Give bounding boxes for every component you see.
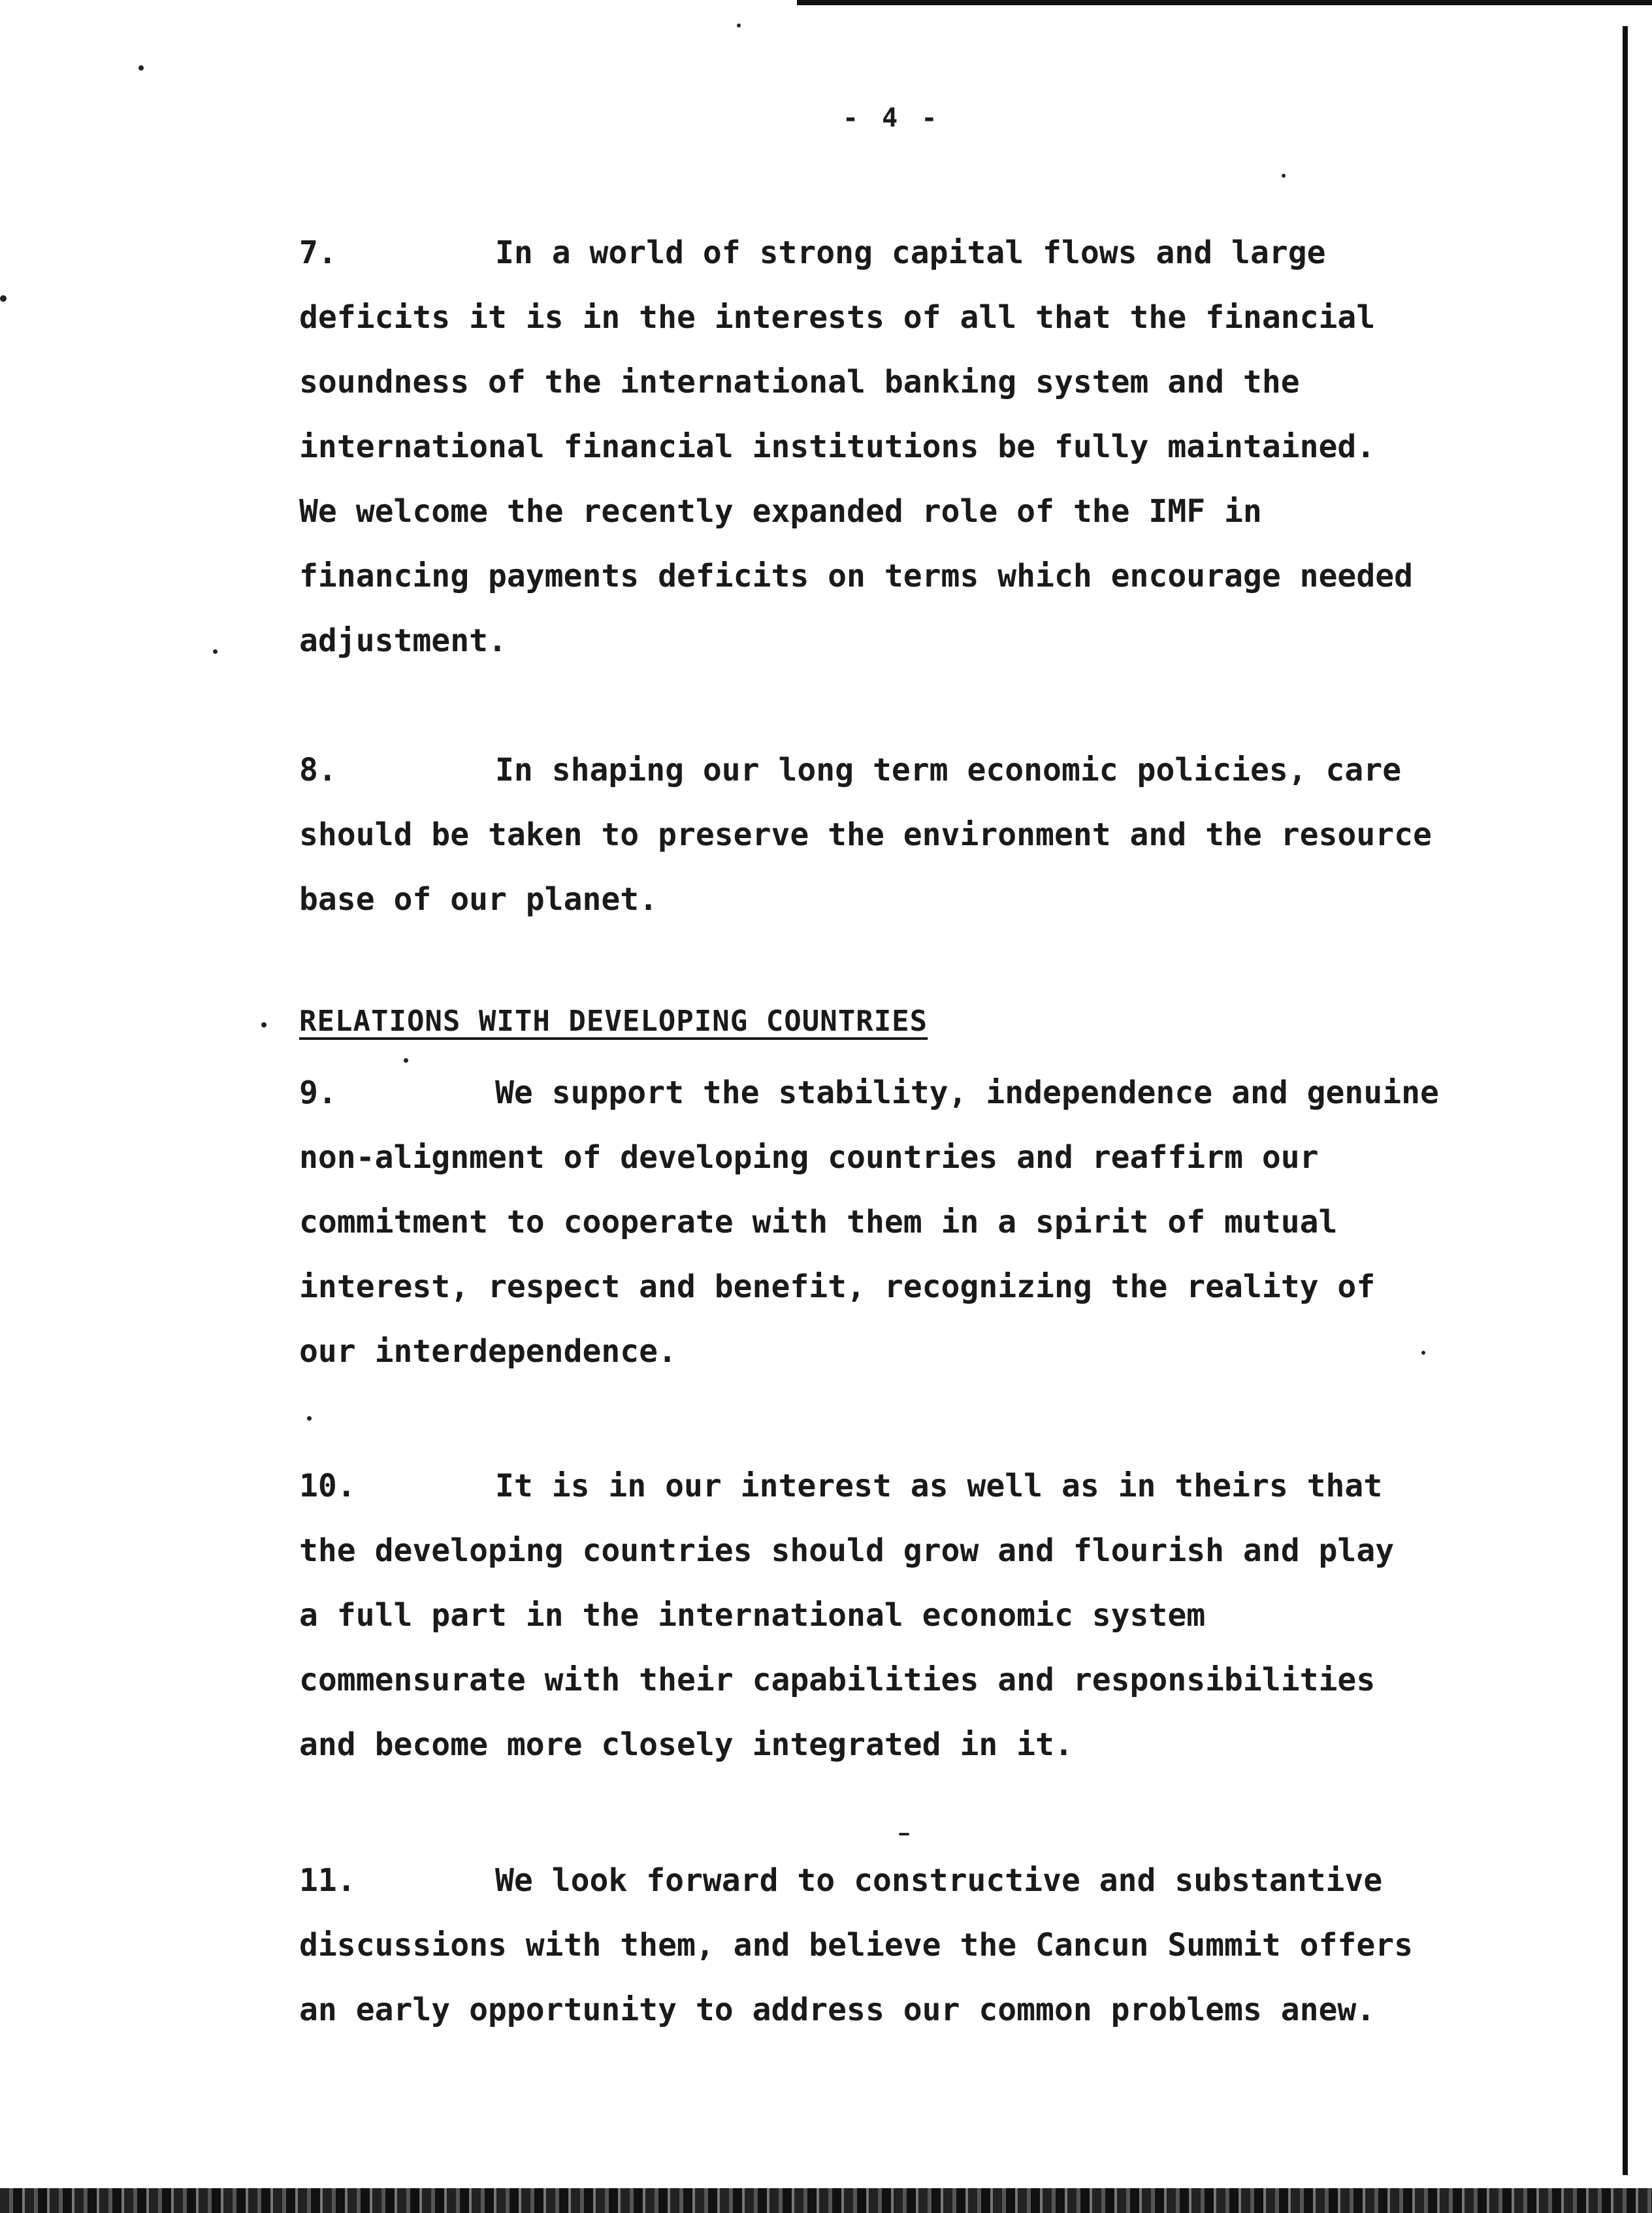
paragraph-line: We welcome the recently expanded role of the IMF in bbox=[299, 493, 1262, 530]
paragraph-line: non-alignment of developing countries and reaffirm our bbox=[299, 1139, 1319, 1176]
paragraph-text: In shaping our long term economic policies, care bbox=[495, 752, 1402, 788]
paragraph-line: adjustment. bbox=[299, 622, 507, 659]
paragraph-line: and become more closely integrated in it. bbox=[299, 1726, 1073, 1763]
paragraph-9 bbox=[299, 1061, 1540, 1384]
paragraph-line: the developing countries should grow and flourish and play bbox=[299, 1532, 1395, 1569]
paragraph-line: a full part in the international economic system bbox=[299, 1597, 1206, 1634]
paragraph-line: should be taken to preserve the environment and the resource bbox=[299, 816, 1432, 853]
paragraph-number: 8. bbox=[299, 752, 337, 788]
scan-speck bbox=[307, 1416, 312, 1421]
scan-speck bbox=[899, 1833, 909, 1835]
scan-speck bbox=[213, 649, 218, 654]
paragraph-line: our interdependence. bbox=[299, 1333, 677, 1370]
paragraph-text: We look forward to constructive and substantive bbox=[495, 1862, 1383, 1899]
paragraph-line: commitment to cooperate with them in a spirit of mutual bbox=[299, 1204, 1338, 1240]
paragraph-line: commensurate with their capabilities and responsibilities bbox=[299, 1662, 1376, 1698]
page-number: - 4 - bbox=[843, 103, 941, 133]
scan-right-border bbox=[1623, 26, 1628, 2175]
scan-bottom-strip bbox=[0, 2188, 1652, 2213]
paragraph-line: financing payments deficits on terms which encourage needed bbox=[299, 558, 1414, 594]
paragraph-line: discussions with them, and believe the Cancun Summit offers bbox=[299, 1927, 1414, 1963]
scan-speck bbox=[261, 1022, 267, 1027]
paragraph-number: 7. bbox=[299, 234, 337, 271]
scan-speck bbox=[737, 24, 741, 27]
section-heading: RELATIONS WITH DEVELOPING COUNTRIES bbox=[299, 1005, 928, 1038]
paragraph-line: base of our planet. bbox=[299, 881, 658, 918]
paragraph-line: soundness of the international banking system and the bbox=[299, 364, 1300, 400]
paragraph-line bbox=[299, 738, 1540, 803]
paragraph-line bbox=[299, 1849, 1540, 1913]
paragraph-line bbox=[299, 221, 1540, 285]
paragraph-text: It is in our interest as well as in theirs that bbox=[495, 1468, 1383, 1504]
paragraph-text: In a world of strong capital flows and large bbox=[495, 234, 1326, 271]
paragraph-7 bbox=[299, 221, 1540, 673]
paragraph-number: 11. bbox=[299, 1862, 356, 1899]
scan-top-border bbox=[797, 0, 1652, 5]
paragraph-line: international financial institutions be fully maintained. bbox=[299, 428, 1376, 465]
paragraph-number: 10. bbox=[299, 1468, 356, 1504]
scan-speck bbox=[138, 65, 144, 71]
paragraph-10 bbox=[299, 1454, 1540, 1777]
paragraph-text: We support the stability, independence and genuine bbox=[495, 1074, 1439, 1111]
scan-speck bbox=[0, 295, 7, 302]
paragraph-line: interest, respect and benefit, recognizing the reality of bbox=[299, 1268, 1376, 1305]
paragraph-8 bbox=[299, 738, 1540, 932]
paragraph-line bbox=[299, 1061, 1540, 1125]
paragraph-number: 9. bbox=[299, 1074, 337, 1111]
paragraph-line: an early opportunity to address our common problems anew. bbox=[299, 1992, 1376, 2028]
paragraph-line bbox=[299, 1454, 1540, 1519]
paragraph-line: deficits it is in the interests of all that the financial bbox=[299, 299, 1376, 336]
paragraph-11 bbox=[299, 1849, 1540, 2043]
scan-speck bbox=[1282, 174, 1286, 178]
